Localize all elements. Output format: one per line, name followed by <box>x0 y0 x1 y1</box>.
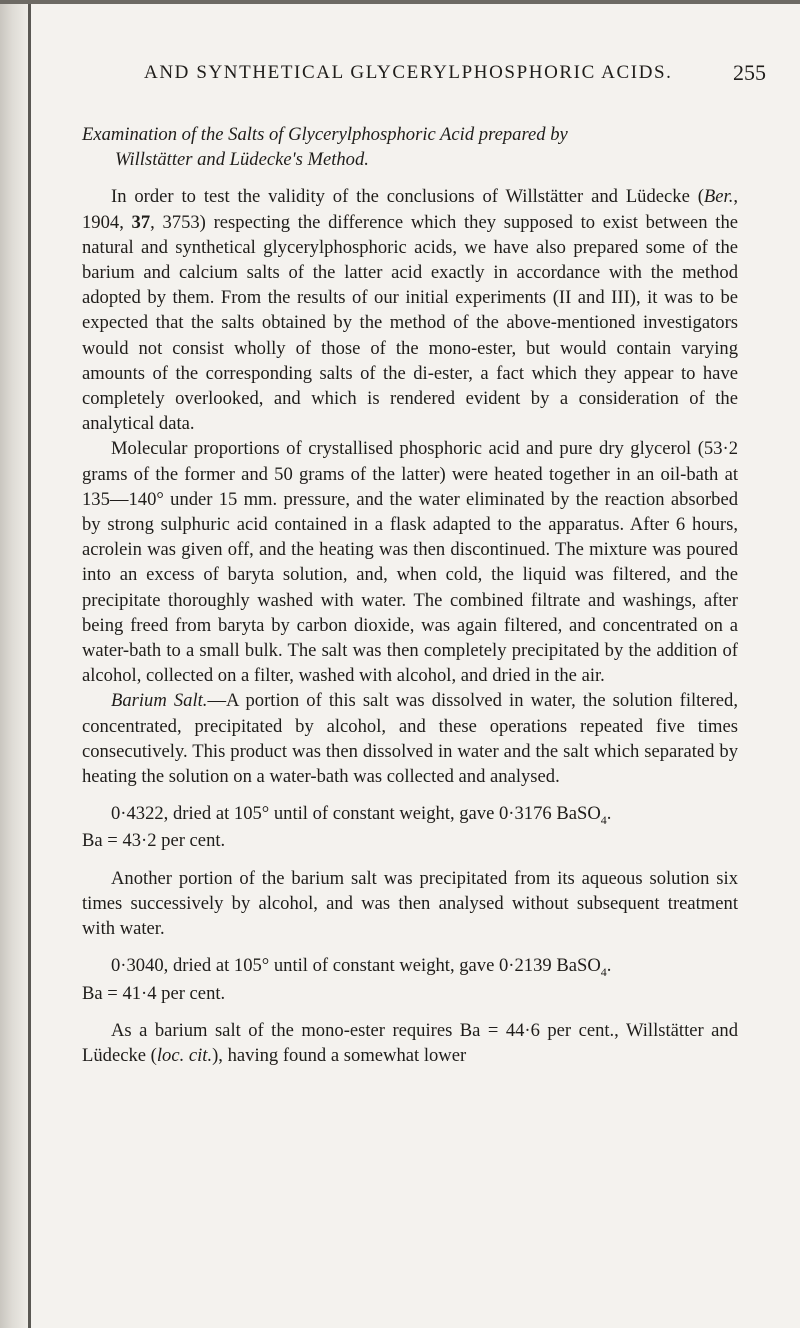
paragraph-conclusion <box>82 1018 738 1068</box>
paragraph-second-portion: Another portion of the barium salt was precipitated from its aqueous solution six times successively by alcohol, and was then analysed without subsequent treatment with water. <box>82 867 738 940</box>
analysis-2-subscript: 4 <box>600 965 607 980</box>
analysis-2-text: 0·3040, dried at 105° until of constant weight, gave 0·2139 BaSO <box>111 955 601 977</box>
citation-loc-cit: loc. cit. <box>156 1044 213 1066</box>
citation-journal: Ber. <box>703 186 734 208</box>
analysis-1-subscript: 4 <box>600 813 607 828</box>
conclusion-text: As a barium salt of the mono-ester requires Ba = 44·6 per cent., Willstätter and Lüdecke ( <box>82 1019 738 1066</box>
analysis-2-result: Ba = 41·4 per cent. <box>82 982 226 1004</box>
section-title <box>82 122 738 172</box>
page-header <box>120 62 770 92</box>
running-head: AND SYNTHETICAL GLYCERYLPHOSPHORIC ACIDS. <box>144 62 673 83</box>
citation-volume: 37 <box>131 211 151 233</box>
analysis-1-text: 0·4322, dried at 105° until of constant weight, gave 0·3176 BaSO <box>111 803 601 825</box>
paragraph-intro-text-cont: , 3753) respecting the difference which they supposed to exist between the natural and synthetical glycerylphosphoric acids, we have also prepared some of the barium and calcium salts of the latter acid exactly in accordance with the method adopted by them. From the results of our initial experiments (II and III), it was to be expected that the salts obtained by the method of the above-mentioned investigators would not consist wholly of those of the mono-ester, but would contain varying amounts of the corresponding salts of the di-ester, a fact which they appear to have completely overlooked, and which is rendered evident by a consideration of the analytical data. <box>82 211 738 435</box>
barium-salt-text: —A portion of this salt was dissolved in water, the solution filtered, concentrated, precipitated by alcohol, and these operations repeated five times consecutively. This product was then dissolved in water and the salt which separated by heating the solution on a water-bath was collected and analysed. <box>82 690 738 788</box>
analysis-2 <box>82 953 738 980</box>
paragraph-barium-salt <box>82 688 738 789</box>
section-title-line-2: Willstätter and Lüdecke's Method. <box>115 149 369 171</box>
top-edge <box>0 0 800 4</box>
binding-edge <box>28 0 31 1328</box>
paragraph-intro <box>82 184 738 436</box>
analysis-1 <box>82 801 738 828</box>
body-text <box>82 122 738 1068</box>
conclusion-text-cont: ), having found a somewhat lower <box>212 1044 467 1066</box>
analysis-1-end: . <box>606 803 612 825</box>
binding-shadow <box>0 0 30 1328</box>
section-title-line-1: Examination of the Salts of Glycerylphosphoric Acid prepared by <box>82 124 568 145</box>
paragraph-preparation: Molecular proportions of crystallised phosphoric acid and pure dry glycerol (53·2 grams of the former and 50 grams of the latter) were heated together in an oil-bath at 135—140° under 15 mm. pressure, and the water eliminated by the reaction absorbed by strong sulphuric acid contained in a flask adapted to the apparatus. After 6 hours, acrolein was given off, and the heating was then discontinued. The mixture was poured into an excess of baryta solution, and, when cold, the liquid was filtered, and the precipitate thoroughly washed with water. The combined filtrate and washings, after being freed from baryta by carbon dioxide, was again filtered, and concentrated on a water-bath to a small bulk. The salt was then completely precipitated by the addition of alcohol, collected on a filter, washed with alcohol, and dried in the air. <box>82 438 738 687</box>
citation-year: , 1904, <box>82 186 738 233</box>
paragraph-intro-text: In order to test the validity of the conclusions of Willstätter and Lüdecke ( <box>111 186 704 208</box>
page-number: 255 <box>733 60 766 85</box>
analysis-1-result: Ba = 43·2 per cent. <box>82 830 226 852</box>
barium-salt-label: Barium Salt. <box>111 690 208 712</box>
analysis-2-end: . <box>606 955 612 977</box>
